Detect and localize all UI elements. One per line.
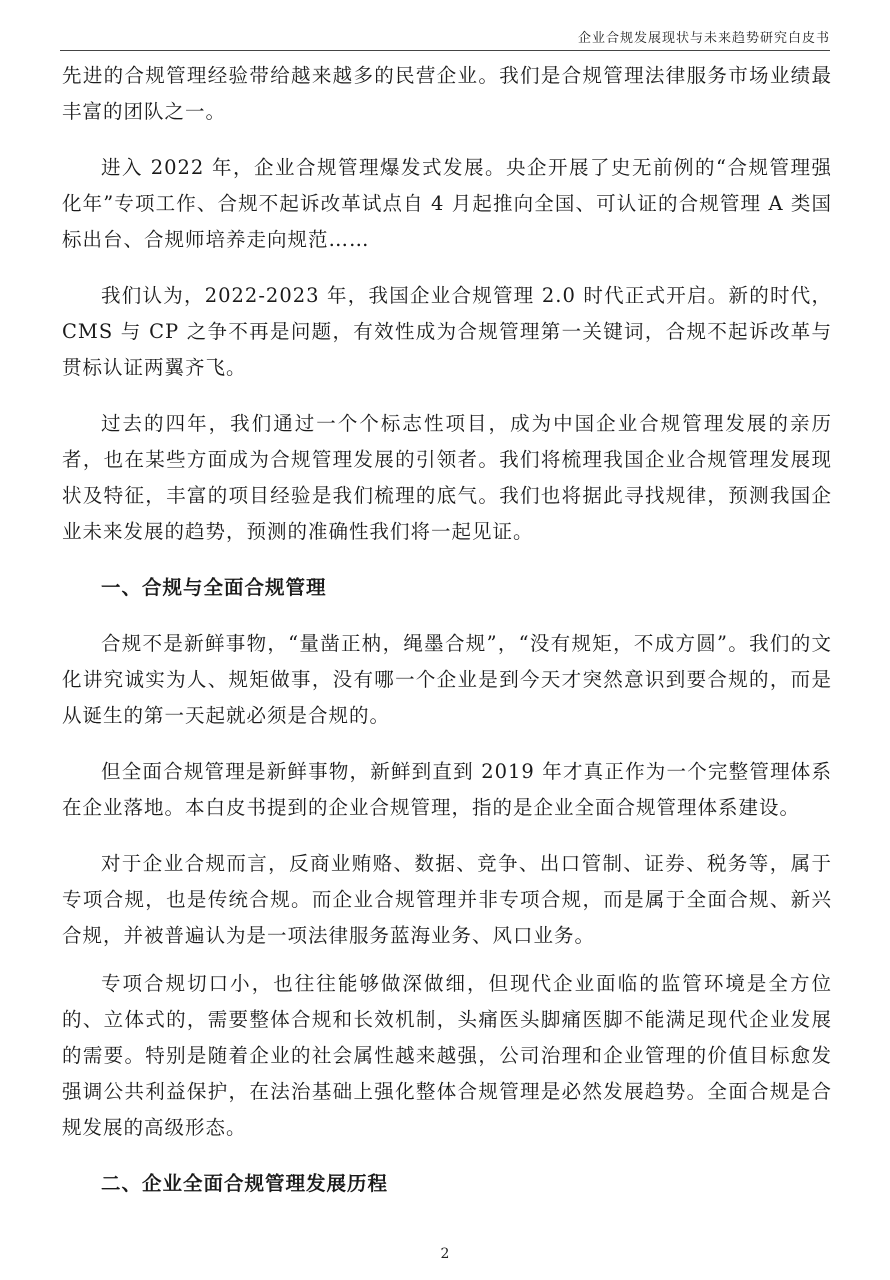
- paragraph-four-years: 过去的四年，我们通过一个个标志性项目，成为中国企业合规管理发展的亲历者，也在某些方面成为合规管理发展的引领者。我们将梳理我国企业合规管理发展现状及特征，丰富的项目经验是我们梳理的底气。我们也将据此寻找规律，预测我国企业未来发展的趋势，预测的准确性我们将一起见证。: [62, 412, 832, 543]
- paragraph-era-2: 我们认为，2022-2023 年，我国企业合规管理 2.0 时代正式开启。新的时代，CMS 与 CP 之争不再是问题，有效性成为合规管理第一关键词，合规不起诉改革与贯标认证两翼齐飞。: [62, 284, 832, 379]
- section-heading-1: 一、合规与全面合规管理: [101, 576, 327, 599]
- header-divider: [60, 50, 830, 51]
- paragraph-2022: 进入 2022 年，企业合规管理爆发式发展。央企开展了史无前例的“合规管理强化年”专项工作、合规不起诉改革试点自 4 月起推向全国、可认证的合规管理 A 类国标出台、合规师培养走向规范……: [62, 156, 832, 251]
- section-heading-2: 二、企业全面合规管理发展历程: [101, 1172, 389, 1195]
- paragraph-comprehensive-new: 但全面合规管理是新鲜事物，新鲜到直到 2019 年才真正作为一个完整管理体系在企业落地。本白皮书提到的企业合规管理，指的是企业全面合规管理体系建设。: [62, 760, 832, 819]
- page-number: 2: [440, 1246, 450, 1262]
- paragraph-special-vs-comprehensive: 对于企业合规而言，反商业贿赂、数据、竞争、出口管制、证券、税务等，属于专项合规，也是传统合规。而企业合规管理并非专项合规，而是属于全面合规、新兴合规，并被普遍认为是一项法律服务蓝海业务、风口业务。: [62, 852, 832, 947]
- page-body: [62, 58, 832, 1202]
- running-header: 企业合规发展现状与未来趋势研究白皮书: [577, 31, 830, 46]
- paragraph-special-compliance: 专项合规切口小，也往往能够做深做细，但现代企业面临的监管环境是全方位的、立体式的，需要整体合规和长效机制，头痛医头脚痛医脚不能满足现代企业发展的需要。特别是随着企业的社会属性越来越强，公司治理和企业管理的价值目标愈发强调公共利益保护，在法治基础上强化整体合规管理是必然发展趋势。全面合规是合规发展的高级形态。: [62, 972, 832, 1139]
- paragraph-compliance-not-new: 合规不是新鲜事物，“量凿正枘，绳墨合规”，“没有规矩，不成方圆”。我们的文化讲究诚实为人、规矩做事，没有哪一个企业是到今天才突然意识到要合规的，而是从诞生的第一天起就必须是合规的。: [62, 632, 832, 727]
- paragraph-continued: 先进的合规管理经验带给越来越多的民营企业。我们是合规管理法律服务市场业绩最丰富的团队之一。: [62, 64, 832, 123]
